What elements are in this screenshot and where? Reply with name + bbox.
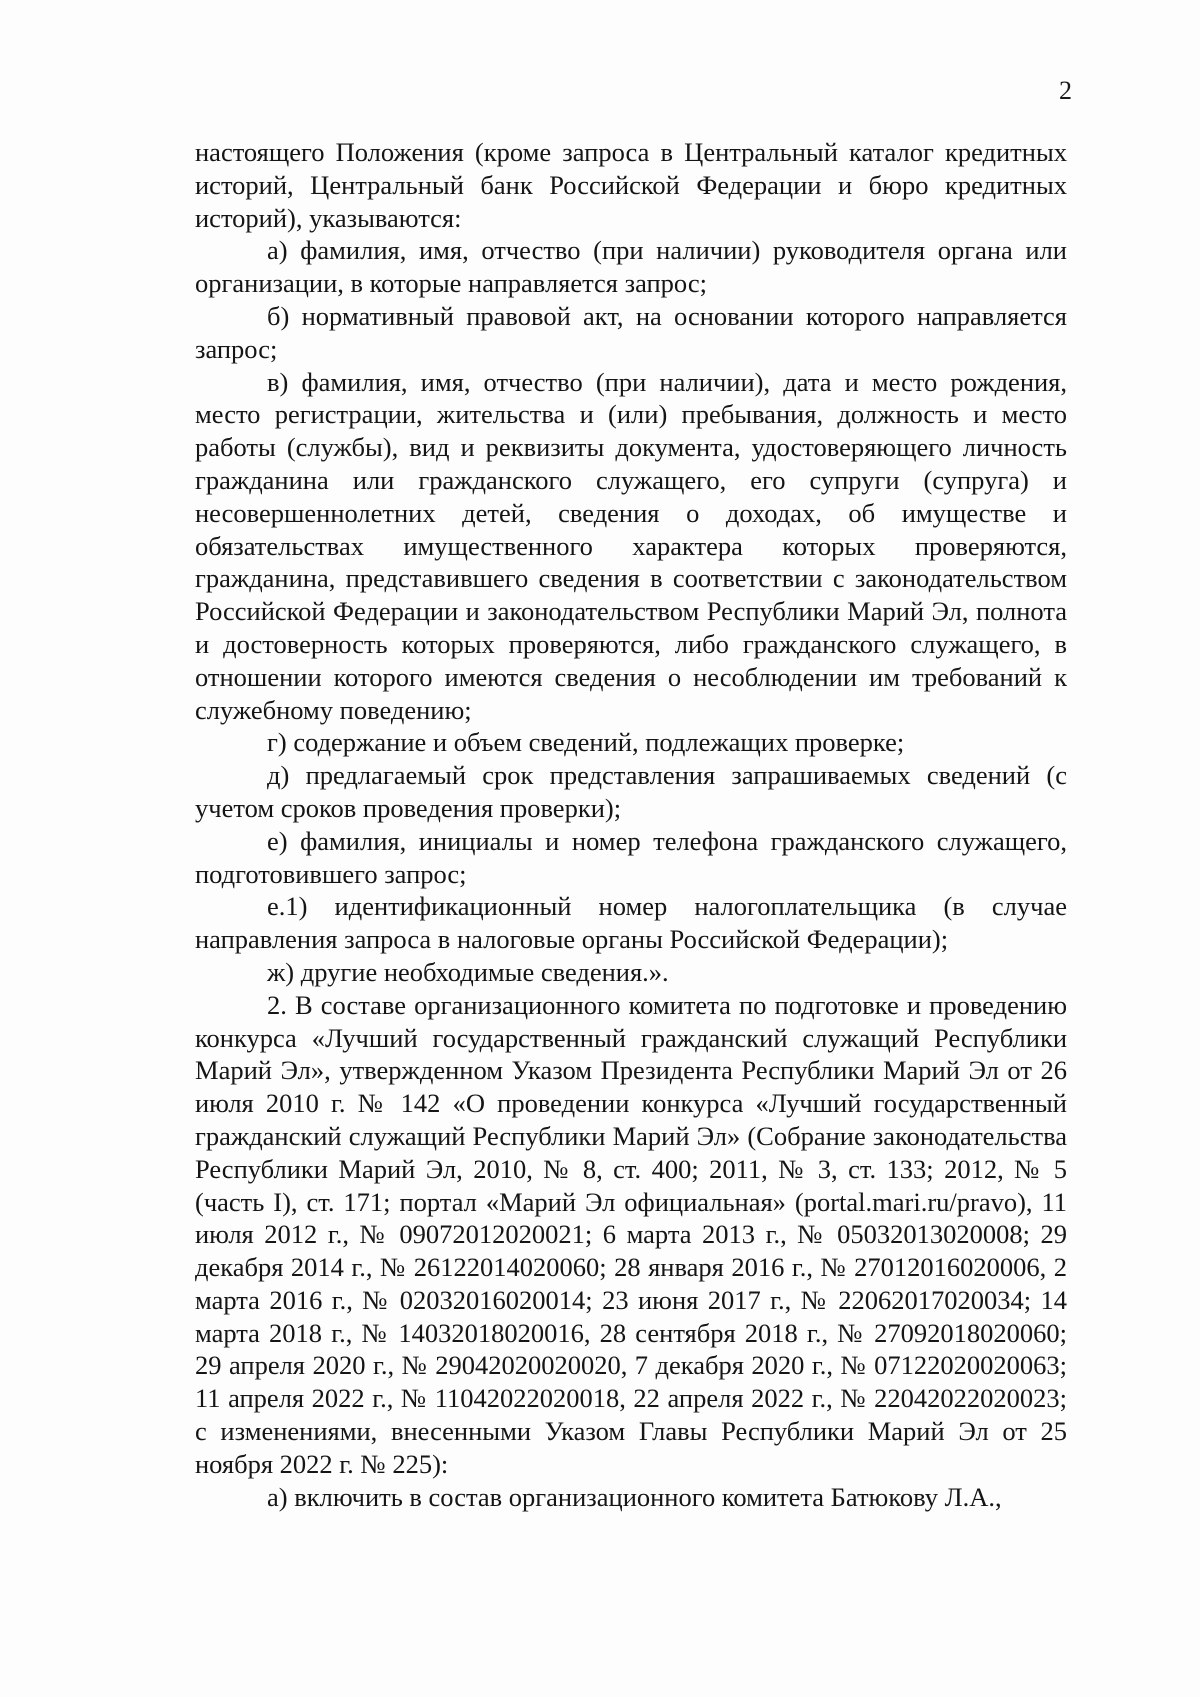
paragraph-section-2-a: а) включить в состав организационного комитета Батюкову Л.А., bbox=[267, 1481, 1002, 1512]
paragraph-item-v: в) фамилия, имя, отчество (при наличии), дата и место рождения, место регистрации, жительства и (или) пребывания, должность и место работы (службы), вид и реквизиты документа, удостоверяющего личность гражданина или гражданского служащего, его супруги (супруга) и несовершеннолетних детей, сведения о доходах, об имуществе и обязательствах имущественного характера которых проверяются, гражданина, представившего сведения в соответствии с законодательством Российской Федерации и законодательством Республики Марий Эл, полнота и достоверность которых проверяются, либо гражданского служащего, в отношении которого имеются сведения о несоблюдении им требований к служебному поведению; bbox=[195, 366, 1067, 725]
paragraph-item-d: д) предлагаемый срок представления запрашиваемых сведений (с учетом сроков проведения проверки); bbox=[195, 760, 1067, 823]
paragraph-item-e: е) фамилия, инициалы и номер телефона гражданского служащего, подготовившего запрос; bbox=[195, 825, 1067, 889]
paragraph-item-zh: ж) другие необходимые сведения.». bbox=[267, 956, 669, 987]
paragraph-intro: настоящего Положения (кроме запроса в Центральный каталог кредитных историй, Центральный банк Российской Федерации и бюро кредитных историй), указываются: bbox=[195, 137, 1067, 233]
page-number: 2 bbox=[1059, 76, 1072, 105]
paragraph-item-a: а) фамилия, имя, отчество (при наличии) руководителя органа или организации, в которые направляется запрос; bbox=[195, 235, 1067, 299]
paragraph-section-2: 2. В составе организационного комитета по подготовке и проведению конкурса «Лучший государственный гражданский служащий Республики Марий Эл», утвержденном Указом Президента Республики Марий Эл от 26 июля 2010 г. № 142 «О проведении конкурса «Лучший государственный гражданский служащий Республики Марий Эл» (Собрание законодательства Республики Марий Эл, 2010, № 8, ст. 400; 2011, № 3, ст. 133; 2012, № 5 (часть I), ст. 171; портал «Марий Эл официальная» (portal.mari.ru/pravo), 11 июля 2012 г., № 09072012020021; 6 марта 2013 г., № 05032013020008; 29 декабря 2014 г., № 26122014020060; 28 января 2016 г., № 27012016020006, 2 марта 2016 г., № 02032016020014; 23 июня 2017 г., № 22062017020034; 14 марта 2018 г., № 14032018020016, 28 сентября 2018 г., № 27092018020060; 29 апреля 2020 г., № 29042020020020, 7 декабря 2020 г., № 07122020020063; 11 апреля 2022 г., № 11042022020018, 22 апреля 2022 г., № 22042022020023; с изменениями, внесенными Указом Главы Республики Марий Эл от 25 ноября 2022 г. № 225): bbox=[195, 989, 1067, 1479]
document-body bbox=[195, 136, 1067, 1513]
paragraph-item-e1: е.1) идентификационный номер налогоплательщика (в случае направления запроса в налоговые органы Российской Федерации); bbox=[195, 891, 1067, 955]
paragraph-item-b: б) нормативный правовой акт, на основании которого направляется запрос; bbox=[195, 300, 1067, 364]
paragraph-item-g: г) содержание и объем сведений, подлежащих проверке; bbox=[267, 727, 905, 758]
